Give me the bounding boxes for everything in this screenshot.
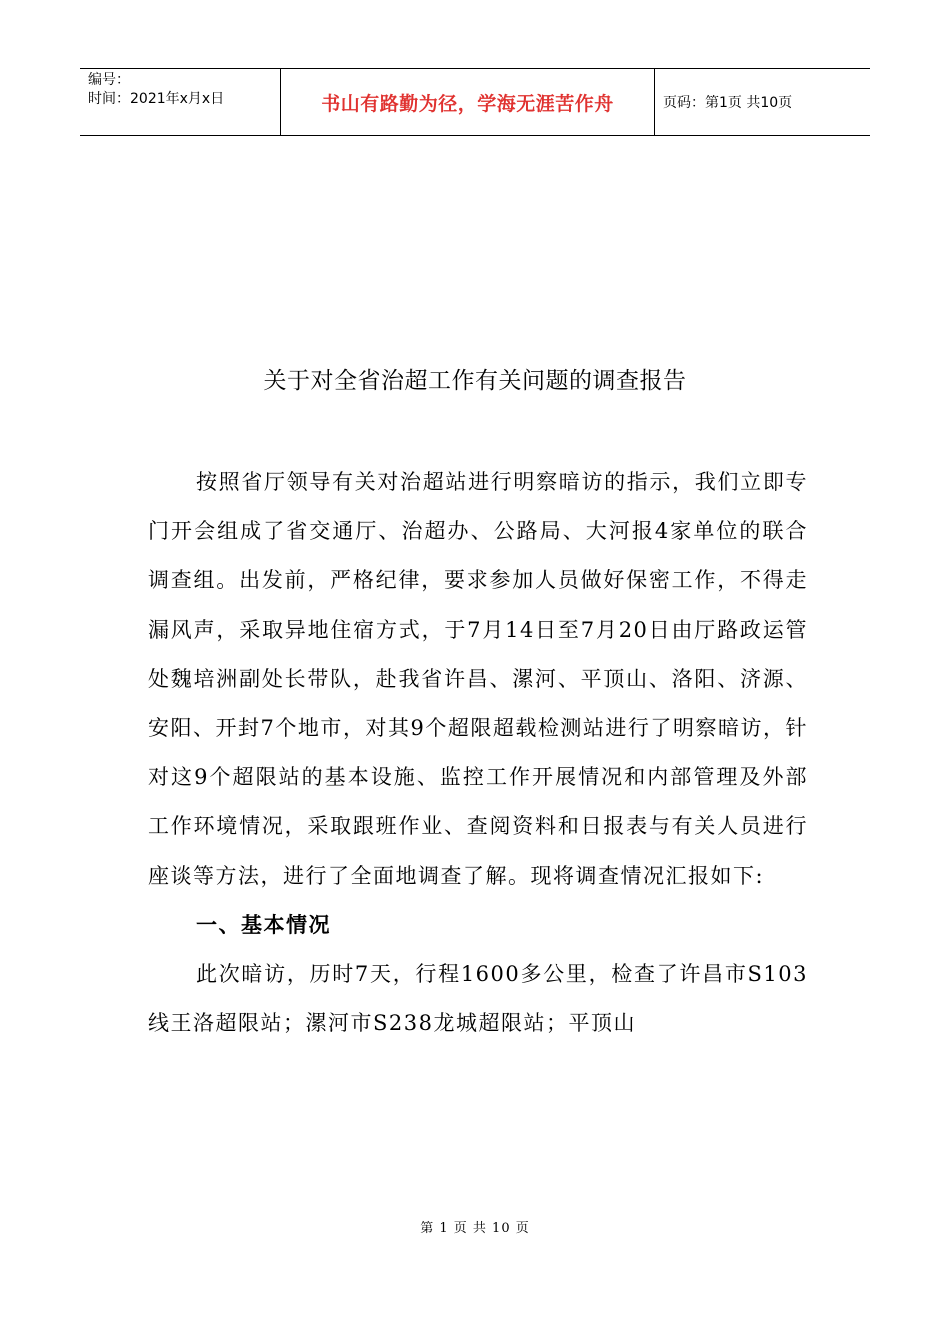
document-body [148, 458, 808, 1048]
paragraph-intro: 按照省厅领导有关对治超站进行明察暗访的指示，我们立即专门开会组成了省交通厅、治超办、公路局、大河报4家单位的联合调查组。出发前，严格纪律，要求参加人员做好保密工作，不得走漏风声，采取异地住宿方式，于7月14日至7月20日由厅路政运管处魏培洲副处长带队，赴我省许昌、漯河、平顶山、洛阳、济源、安阳、开封7个地市，对其9个超限超载检测站进行了明察暗访，针对这9个超限站的基本设施、监控工作开展情况和内部管理及外部工作环境情况，采取跟班作业、查阅资料和日报表与有关人员进行座谈等方法，进行了全面地调查了解。现将调查情况汇报如下: [148, 470, 808, 888]
header-meta-cell [80, 69, 281, 135]
page-info-text: 页码：第1页 共10页 [663, 95, 793, 111]
number-label: 编号： [88, 72, 130, 88]
motto-text: 书山有路勤为径，学海无涯苦作舟 [321, 92, 614, 115]
page-footer: 第 1 页 共 10 页 [420, 1221, 530, 1236]
page-info-cell [655, 69, 870, 135]
time-label: 时间：2021年x月x日 [88, 91, 225, 107]
paragraph-basic-situation: 此次暗访，历时7天，行程1600多公里，检查了许昌市S103线王洛超限站；漯河市S238龙城超限站；平顶山 [148, 962, 808, 1036]
document-title: 关于对全省治超工作有关问题的调查报告 [263, 368, 687, 394]
section-heading-basic-situation: 一、基本情况 [196, 912, 331, 937]
motto-cell [281, 69, 655, 135]
header-table [80, 68, 870, 136]
